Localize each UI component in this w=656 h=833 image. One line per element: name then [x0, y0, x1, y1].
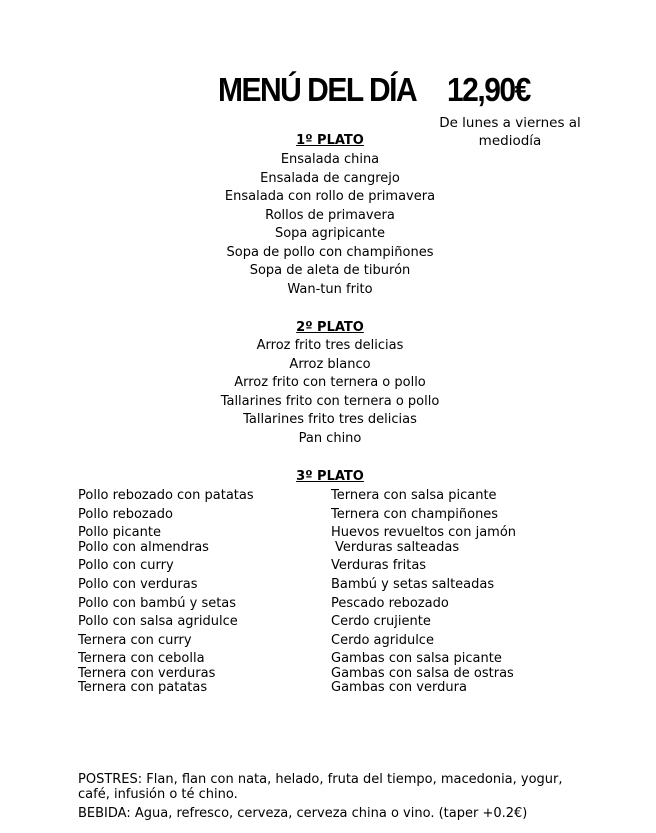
list-item: Verduras salteadas: [335, 540, 460, 555]
list-item: Tallarines frito con ternera o pollo: [220, 393, 440, 409]
list-item: Pan chino: [298, 430, 362, 446]
second-course-heading: 2º PLATO: [296, 320, 364, 335]
list-item: Arroz frito con ternera o pollo: [234, 375, 426, 390]
list-item: Bambú y setas salteadas: [331, 577, 495, 592]
list-item: Pollo picante: [78, 525, 161, 540]
list-item: Pescado rebozado: [331, 596, 449, 611]
menu-schedule: De lunes a viernes al mediodía: [439, 115, 581, 149]
list-item: Arroz blanco: [289, 356, 371, 372]
list-item: Pollo rebozado: [78, 507, 173, 522]
list-item: Pollo con bambú y setas: [78, 596, 237, 611]
list-item: Wan-tun frito: [287, 281, 373, 297]
list-item: Pollo rebozado con patatas: [78, 488, 254, 503]
list-item: Ensalada con rollo de primavera: [224, 189, 436, 204]
first-course-heading: 1º PLATO: [296, 133, 364, 148]
list-item: Pollo con verduras: [78, 577, 198, 592]
list-item: Tallarines frito tres delicias: [243, 412, 417, 427]
list-item: Ternera con verduras: [78, 666, 216, 681]
first-course-list: [180, 151, 480, 299]
menu-title: MENÚ DEL DÍA: [218, 72, 417, 109]
list-item: Ternera con cebolla: [78, 651, 205, 666]
menu-price: 12,90€: [447, 72, 530, 109]
list-item: Gambas con salsa de ostras: [331, 666, 514, 681]
third-course-heading: 3º PLATO: [296, 469, 364, 484]
second-course-list: [180, 337, 480, 448]
list-item: Pollo con almendras: [78, 540, 209, 555]
list-item: Ternera con patatas: [78, 680, 208, 695]
list-item: Arroz frito tres delicias: [256, 338, 404, 353]
drinks-text: BEBIDA: Agua, refresco, cerveza, cerveza china o vino. (taper +0.2€): [78, 806, 528, 821]
list-item: Ensalada de cangrejo: [260, 170, 400, 186]
list-item: Verduras fritas: [331, 558, 427, 573]
list-item: Ensalada china: [280, 152, 380, 167]
list-item: Rollos de primavera: [265, 207, 395, 223]
list-item: Sopa de pollo con champiñones: [226, 244, 434, 260]
list-item: Pollo con salsa agridulce: [78, 614, 238, 629]
list-item: Ternera con salsa picante: [331, 488, 497, 503]
list-item: Sopa de aleta de tiburón: [249, 263, 411, 278]
list-item: Ternera con champiñones: [331, 507, 499, 522]
list-item: Ternera con curry: [78, 633, 192, 648]
desserts-text: POSTRES: Flan, flan con nata, helado, fruta del tiempo, macedonia, yogur, café, infusión o té chino.: [78, 772, 563, 802]
list-item: Huevos revueltos con jamón: [331, 525, 517, 540]
list-item: Pollo con curry: [78, 558, 174, 573]
list-item: Cerdo agridulce: [331, 633, 434, 648]
list-item: Cerdo crujiente: [331, 614, 431, 629]
list-item: Gambas con verdura: [331, 680, 467, 695]
list-item: Sopa agripicante: [274, 226, 386, 241]
list-item: Gambas con salsa picante: [331, 651, 502, 666]
